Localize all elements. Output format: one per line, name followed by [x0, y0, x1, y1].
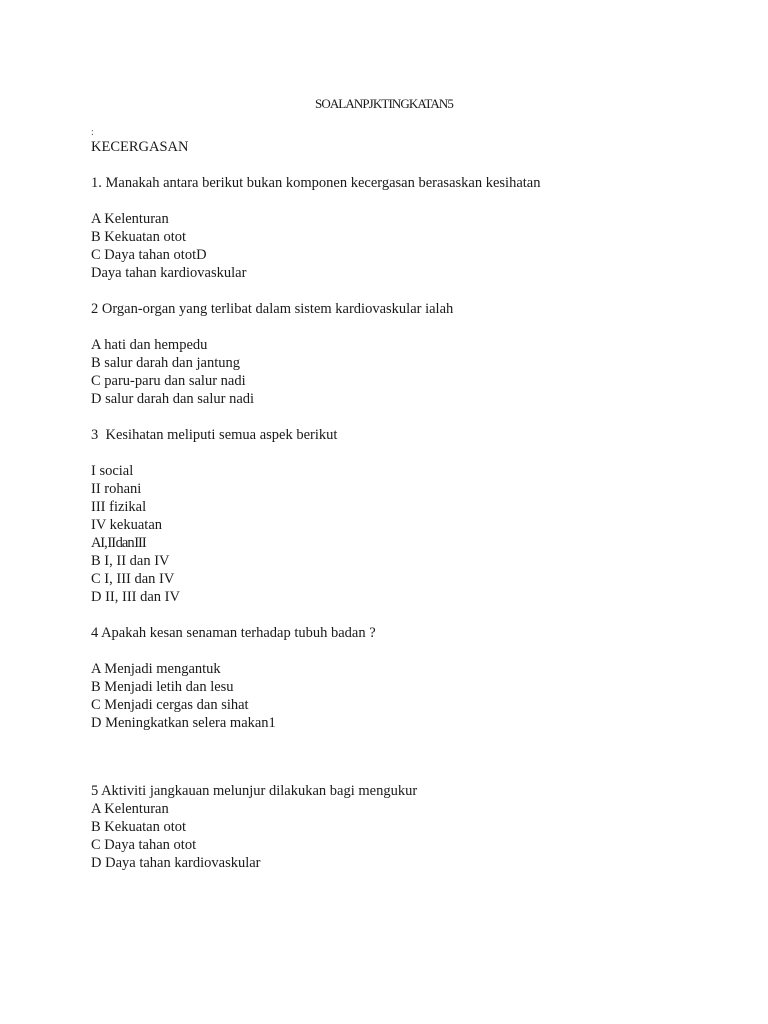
question-block-3: [91, 426, 711, 606]
question-text: 4 Apakah kesan senaman terhadap tubuh badan ?: [91, 625, 376, 641]
answer-option: B salur darah dan jantung: [91, 355, 240, 371]
answer-option: B Menjadi letih dan lesu: [91, 679, 234, 695]
answer-option: B I, II dan IV: [91, 553, 170, 569]
document-title: SOALANPJK TINGKATAN5: [315, 96, 453, 111]
answer-option: Daya tahan kardiovaskular: [91, 265, 247, 281]
answer-option: D Daya tahan kardiovaskular: [91, 855, 261, 871]
answer-option: D Meningkatkan selera makan1: [91, 715, 276, 731]
answer-option: C Daya tahan ototD: [91, 247, 207, 263]
question-block-1: [91, 174, 711, 282]
answer-option: A I, II dan III: [91, 535, 146, 551]
statement-item: I social: [91, 463, 134, 479]
question-block-4: [91, 624, 711, 732]
answer-option: D salur darah dan salur nadi: [91, 391, 255, 407]
answer-option: C paru-paru dan salur nadi: [91, 373, 246, 389]
section-heading: KECERGASAN: [91, 139, 189, 155]
answer-option: B Kekuatan otot: [91, 229, 187, 245]
statement-item: IV kekuatan: [91, 517, 162, 533]
answer-option: A hati dan hempedu: [91, 337, 208, 353]
question-text: 1. Manakah antara berikut bukan komponen kecergasan berasaskan kesihatan: [91, 175, 541, 191]
question-text: 3 Kesihatan meliputi semua aspek berikut: [91, 427, 338, 443]
answer-option: A Menjadi mengantuk: [91, 661, 221, 677]
statement-item: II rohani: [91, 481, 142, 497]
answer-option: A Kelenturan: [91, 801, 169, 817]
answer-option: B Kekuatan otot: [91, 819, 187, 835]
question-text: 2 Organ-organ yang terlibat dalam sistem kardiovaskular ialah: [91, 301, 454, 317]
colon-marker: :: [91, 127, 94, 138]
answer-option: D II, III dan IV: [91, 589, 180, 605]
document-body: [91, 128, 711, 872]
statement-item: III fizikal: [91, 499, 147, 515]
answer-option: A Kelenturan: [91, 211, 169, 227]
question-block-2: [91, 300, 711, 408]
answer-option: C Daya tahan otot: [91, 837, 197, 853]
answer-option: C Menjadi cergas dan sihat: [91, 697, 249, 713]
question-block-5: [91, 782, 711, 872]
question-text: 5 Aktiviti jangkauan melunjur dilakukan bagi mengukur: [91, 783, 418, 799]
answer-option: C I, III dan IV: [91, 571, 175, 587]
